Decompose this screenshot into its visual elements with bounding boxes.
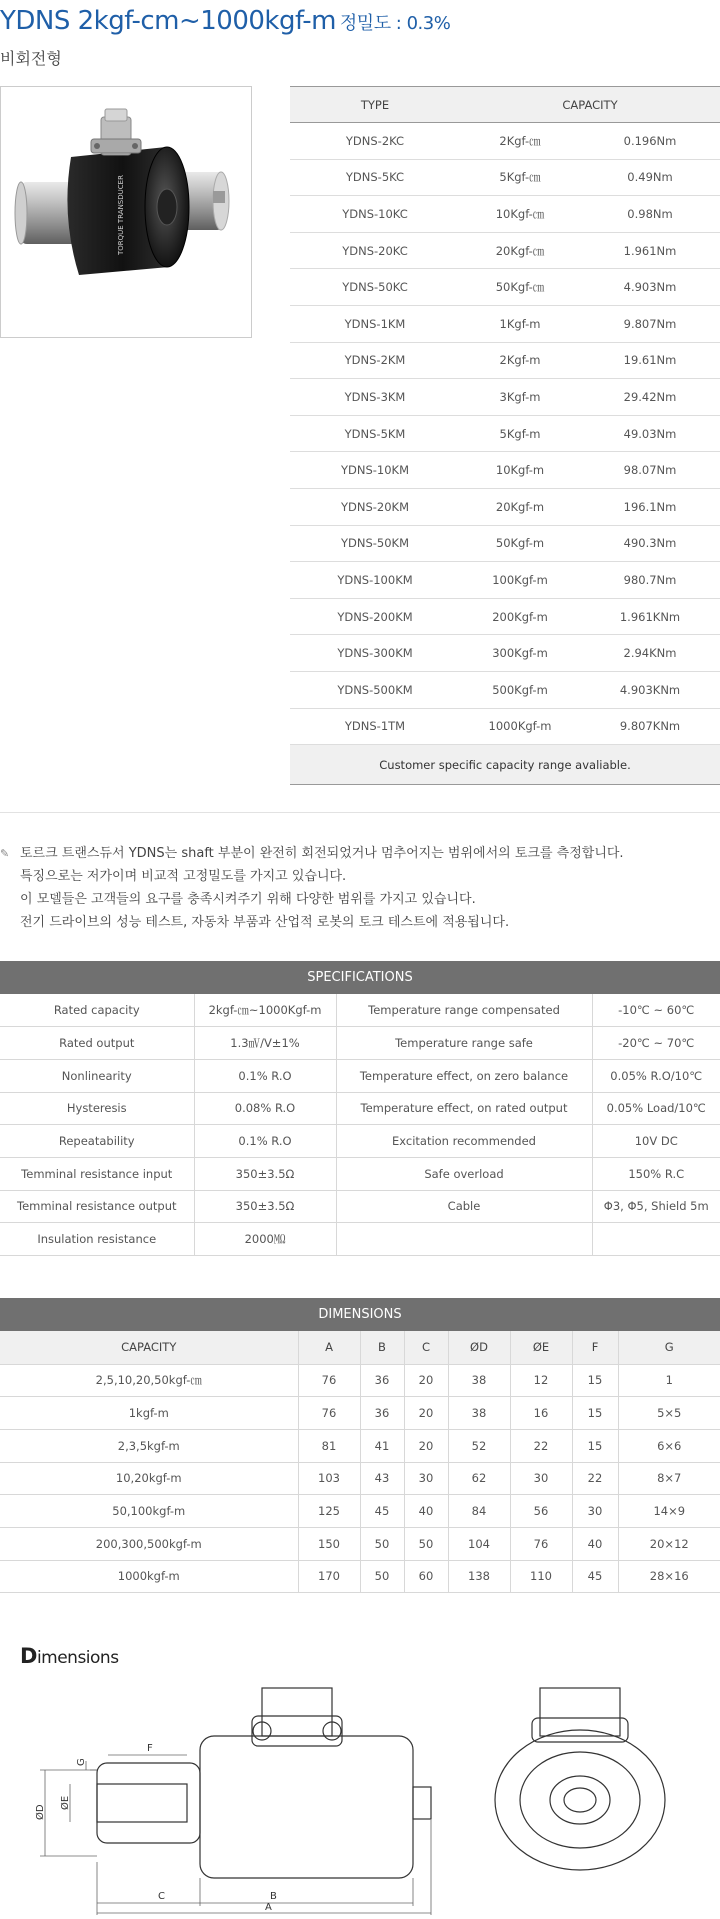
dim-cell: 76 <box>298 1397 360 1430</box>
dim-cell: 28×16 <box>618 1560 720 1593</box>
dim-cell: 30 <box>572 1495 618 1528</box>
column-header: B <box>360 1331 404 1364</box>
column-header: F <box>572 1331 618 1364</box>
dim-cell: 45 <box>572 1560 618 1593</box>
model-range: YDNS 2kgf-cm~1000kgf-m <box>0 6 336 36</box>
dim-cell: 16 <box>510 1397 572 1430</box>
dim-cell: 84 <box>448 1495 510 1528</box>
dim-cell: 2,5,10,20,50kgf-㎝ <box>0 1364 298 1397</box>
dimension-labels <box>34 1743 277 1913</box>
model-cell: YDNS-2KM <box>290 342 460 379</box>
capacity-kgf-cell: 100Kgf-m <box>460 562 580 599</box>
capacity-nm-cell: 49.03Nm <box>580 415 720 452</box>
specifications-header <box>0 961 720 994</box>
dimensions-table <box>0 1298 720 1593</box>
capacity-nm-cell: 0.49Nm <box>580 159 720 196</box>
model-cell: YDNS-50KC <box>290 269 460 306</box>
table-row <box>290 598 720 635</box>
side-view <box>97 1688 431 1878</box>
dim-cell: 15 <box>572 1397 618 1430</box>
table-row <box>0 994 720 1027</box>
dim-cell: 2,3,5kgf-m <box>0 1429 298 1462</box>
spec-label: Excitation recommended <box>336 1125 592 1158</box>
dim-cell: 12 <box>510 1364 572 1397</box>
dim-cell: 76 <box>298 1364 360 1397</box>
dim-cell: 30 <box>510 1462 572 1495</box>
capacity-kgf-cell: 50Kgf-㎝ <box>460 269 580 306</box>
dim-cell: 8×7 <box>618 1462 720 1495</box>
column-header: ØE <box>510 1331 572 1364</box>
dim-cell: 56 <box>510 1495 572 1528</box>
dimensions-title: DIMENSIONS <box>0 1298 720 1331</box>
dim-cell: 170 <box>298 1560 360 1593</box>
spec-value <box>592 1223 720 1256</box>
torque-transducer-image <box>1 87 251 337</box>
description-line: 특징으로는 저가이며 비교적 고정밀도를 가지고 있습니다. <box>20 869 347 884</box>
capacity-kgf-cell: 5Kgf-m <box>460 415 580 452</box>
column-header: ØD <box>448 1331 510 1364</box>
dim-cell: 150 <box>298 1527 360 1560</box>
pen-icon: ✎ <box>0 847 10 860</box>
capacity-nm-cell: 4.903Nm <box>580 269 720 306</box>
table-row <box>290 415 720 452</box>
label-c: C <box>158 1891 165 1902</box>
product-label-text: TORQUE TRANSDUCER <box>117 175 125 255</box>
model-cell: YDNS-5KC <box>290 159 460 196</box>
capacity-nm-cell: 98.07Nm <box>580 452 720 489</box>
table-row <box>0 1495 720 1528</box>
spec-value: -20℃ ~ 70℃ <box>592 1027 720 1060</box>
drawing-title-initial: D <box>20 1644 37 1668</box>
table-row <box>0 1462 720 1495</box>
spec-value: 0.1% R.O <box>194 1125 336 1158</box>
dim-cell: 60 <box>404 1560 448 1593</box>
dim-cell: 76 <box>510 1527 572 1560</box>
capacity-kgf-cell: 1Kgf-m <box>460 305 580 342</box>
spec-value: Φ3, Φ5, Shield 5m <box>592 1190 720 1223</box>
spec-label: Temperature effect, on rated output <box>336 1092 592 1125</box>
dim-cell: 15 <box>572 1364 618 1397</box>
capacity-kgf-cell: 200Kgf-m <box>460 598 580 635</box>
capacity-table-header <box>290 87 720 123</box>
dim-cell: 1000kgf-m <box>0 1560 298 1593</box>
page-title <box>0 6 720 36</box>
dim-cell: 62 <box>448 1462 510 1495</box>
capacity-kgf-cell: 20Kgf-m <box>460 488 580 525</box>
dim-cell: 38 <box>448 1364 510 1397</box>
dim-cell: 22 <box>510 1429 572 1462</box>
precision-label: 정밀도 : 0.3% <box>339 13 451 34</box>
capacity-kgf-cell: 2Kgf-㎝ <box>460 123 580 160</box>
model-cell: YDNS-200KM <box>290 598 460 635</box>
page-header <box>0 6 720 69</box>
label-f: F <box>147 1743 153 1754</box>
capacity-nm-cell: 0.196Nm <box>580 123 720 160</box>
model-cell: YDNS-500KM <box>290 671 460 708</box>
capacity-nm-cell: 1.961KNm <box>580 598 720 635</box>
spec-label: Temperature range compensated <box>336 994 592 1027</box>
dim-cell: 52 <box>448 1429 510 1462</box>
dim-cell: 36 <box>360 1397 404 1430</box>
spec-value: 10V DC <box>592 1125 720 1158</box>
table-row <box>290 342 720 379</box>
dimension-drawing <box>0 1660 720 1919</box>
table-row <box>0 1092 720 1125</box>
label-d: ØD <box>35 1804 46 1820</box>
table-row <box>0 1027 720 1060</box>
capacity-kgf-cell: 500Kgf-m <box>460 671 580 708</box>
label-e: ØE <box>60 1795 71 1810</box>
dim-cell: 50 <box>360 1527 404 1560</box>
column-header: CAPACITY <box>0 1331 298 1364</box>
description-text: 토르크 트랜스듀서 YDNS는 shaft 부분이 완전히 회전되었거나 멈추어지는 범위에서의 토크를 측정합니다. <box>20 846 624 861</box>
section-divider <box>0 812 720 813</box>
dim-cell: 50 <box>360 1560 404 1593</box>
table-row <box>0 1364 720 1397</box>
column-header-type: TYPE <box>290 87 460 123</box>
label-a: A <box>265 1902 272 1913</box>
spec-label: Temminal resistance output <box>0 1190 194 1223</box>
table-row <box>0 1157 720 1190</box>
dim-cell: 40 <box>572 1527 618 1560</box>
table-row <box>0 1429 720 1462</box>
spec-label: Nonlinearity <box>0 1059 194 1092</box>
description-line: 전기 드라이브의 성능 테스트, 자동차 부품과 산업적 로봇의 토크 테스트에 적용됩니다. <box>20 915 510 930</box>
dim-cell: 104 <box>448 1527 510 1560</box>
table-row <box>0 1397 720 1430</box>
model-cell: YDNS-100KM <box>290 562 460 599</box>
spec-label: Temperature range safe <box>336 1027 592 1060</box>
table-row <box>0 1560 720 1593</box>
table-row <box>290 635 720 672</box>
dim-cell: 30 <box>404 1462 448 1495</box>
capacity-kgf-cell: 20Kgf-㎝ <box>460 232 580 269</box>
table-row <box>290 379 720 416</box>
page-subtitle: 비회전형 <box>0 49 62 68</box>
spec-label: Rated output <box>0 1027 194 1060</box>
table-row <box>0 1059 720 1092</box>
spec-value: 2kgf-㎝~1000Kgf-m <box>194 994 336 1027</box>
model-cell: YDNS-20KC <box>290 232 460 269</box>
drawing-title-rest: imensions <box>36 1648 119 1668</box>
dim-cell: 43 <box>360 1462 404 1495</box>
table-row <box>290 269 720 306</box>
table-row <box>0 1527 720 1560</box>
end-view <box>495 1688 665 1870</box>
spec-label: Insulation resistance <box>0 1223 194 1256</box>
capacity-note: Customer specific capacity range avaliable. <box>290 745 720 785</box>
specifications-title: SPECIFICATIONS <box>0 961 720 994</box>
dim-cell: 1kgf-m <box>0 1397 298 1430</box>
spec-value: 0.1% R.O <box>194 1059 336 1092</box>
table-row <box>290 159 720 196</box>
capacity-kgf-cell: 10Kgf-㎝ <box>460 196 580 233</box>
capacity-nm-cell: 0.98Nm <box>580 196 720 233</box>
capacity-nm-cell: 2.94KNm <box>580 635 720 672</box>
dim-cell: 50 <box>404 1527 448 1560</box>
spec-label: Cable <box>336 1190 592 1223</box>
dim-cell: 36 <box>360 1364 404 1397</box>
dim-cell: 5×5 <box>618 1397 720 1430</box>
dim-cell: 20 <box>404 1429 448 1462</box>
dim-cell: 125 <box>298 1495 360 1528</box>
dim-cell: 38 <box>448 1397 510 1430</box>
capacity-nm-cell: 9.807Nm <box>580 305 720 342</box>
dim-cell: 40 <box>404 1495 448 1528</box>
dim-cell: 81 <box>298 1429 360 1462</box>
table-row <box>0 1223 720 1256</box>
table-row <box>290 488 720 525</box>
dim-cell: 41 <box>360 1429 404 1462</box>
dimension-lines <box>40 1755 431 1915</box>
model-cell: YDNS-3KM <box>290 379 460 416</box>
capacity-kgf-cell: 3Kgf-m <box>460 379 580 416</box>
spec-value: 0.05% R.O/10℃ <box>592 1059 720 1092</box>
table-row <box>290 196 720 233</box>
spec-label: Rated capacity <box>0 994 194 1027</box>
spec-value: 350±3.5Ω <box>194 1190 336 1223</box>
dim-cell: 200,300,500kgf-m <box>0 1527 298 1560</box>
spec-label: Repeatability <box>0 1125 194 1158</box>
spec-value: 1.3㎷/V±1% <box>194 1027 336 1060</box>
model-cell: YDNS-10KM <box>290 452 460 489</box>
dim-cell: 20 <box>404 1364 448 1397</box>
dimensions-header <box>0 1298 720 1331</box>
dim-cell: 103 <box>298 1462 360 1495</box>
spec-value: 150% R.C <box>592 1157 720 1190</box>
dim-cell: 14×9 <box>618 1495 720 1528</box>
spec-value: 350±3.5Ω <box>194 1157 336 1190</box>
dimensions-column-headers <box>0 1331 720 1364</box>
dim-cell: 15 <box>572 1429 618 1462</box>
capacity-nm-cell: 196.1Nm <box>580 488 720 525</box>
dim-cell: 22 <box>572 1462 618 1495</box>
table-row <box>290 708 720 745</box>
capacity-kgf-cell: 300Kgf-m <box>460 635 580 672</box>
spec-label: Temminal resistance input <box>0 1157 194 1190</box>
model-cell: YDNS-2KC <box>290 123 460 160</box>
dim-cell: 45 <box>360 1495 404 1528</box>
spec-label: Hysteresis <box>0 1092 194 1125</box>
dim-cell: 50,100kgf-m <box>0 1495 298 1528</box>
capacity-note-row <box>290 745 720 785</box>
capacity-kgf-cell: 2Kgf-m <box>460 342 580 379</box>
column-header: A <box>298 1331 360 1364</box>
dim-cell: 20×12 <box>618 1527 720 1560</box>
table-row <box>290 671 720 708</box>
dim-cell: 6×6 <box>618 1429 720 1462</box>
capacity-table <box>290 86 720 785</box>
capacity-nm-cell: 1.961Nm <box>580 232 720 269</box>
spec-value: 0.05% Load/10℃ <box>592 1092 720 1125</box>
table-row <box>0 1190 720 1223</box>
table-row <box>0 1125 720 1158</box>
spec-label: Safe overload <box>336 1157 592 1190</box>
product-photo <box>0 86 252 338</box>
capacity-kgf-cell: 1000Kgf-m <box>460 708 580 745</box>
spec-label: Temperature effect, on zero balance <box>336 1059 592 1092</box>
dim-cell: 20 <box>404 1397 448 1430</box>
spec-value: 0.08% R.O <box>194 1092 336 1125</box>
model-cell: YDNS-5KM <box>290 415 460 452</box>
capacity-nm-cell: 9.807KNm <box>580 708 720 745</box>
table-row <box>290 525 720 562</box>
specifications-table <box>0 961 720 1256</box>
dim-cell: 138 <box>448 1560 510 1593</box>
capacity-nm-cell: 29.42Nm <box>580 379 720 416</box>
column-header-capacity: CAPACITY <box>460 87 720 123</box>
spec-value: -10℃ ~ 60℃ <box>592 994 720 1027</box>
capacity-kgf-cell: 10Kgf-m <box>460 452 580 489</box>
dim-cell: 1 <box>618 1364 720 1397</box>
capacity-kgf-cell: 50Kgf-m <box>460 525 580 562</box>
dim-cell: 110 <box>510 1560 572 1593</box>
dim-cell: 10,20kgf-m <box>0 1462 298 1495</box>
column-header: G <box>618 1331 720 1364</box>
capacity-nm-cell: 19.61Nm <box>580 342 720 379</box>
model-cell: YDNS-50KM <box>290 525 460 562</box>
label-g: G <box>76 1758 87 1766</box>
capacity-nm-cell: 490.3Nm <box>580 525 720 562</box>
model-cell: YDNS-10KC <box>290 196 460 233</box>
description-line: 이 모델들은 고객들의 요구를 충족시켜주기 위해 다양한 범위를 가지고 있습니다. <box>20 892 476 907</box>
model-cell: YDNS-1TM <box>290 708 460 745</box>
label-b: B <box>270 1891 277 1902</box>
table-row <box>290 562 720 599</box>
table-row <box>290 123 720 160</box>
table-row <box>290 232 720 269</box>
model-cell: YDNS-20KM <box>290 488 460 525</box>
capacity-nm-cell: 980.7Nm <box>580 562 720 599</box>
spec-label <box>336 1223 592 1256</box>
column-header: C <box>404 1331 448 1364</box>
product-description <box>0 842 720 934</box>
description-line <box>0 842 720 865</box>
model-cell: YDNS-1KM <box>290 305 460 342</box>
capacity-nm-cell: 4.903KNm <box>580 671 720 708</box>
spec-value: 2000㏁ <box>194 1223 336 1256</box>
table-row <box>290 305 720 342</box>
capacity-kgf-cell: 5Kgf-㎝ <box>460 159 580 196</box>
table-row <box>290 452 720 489</box>
model-cell: YDNS-300KM <box>290 635 460 672</box>
